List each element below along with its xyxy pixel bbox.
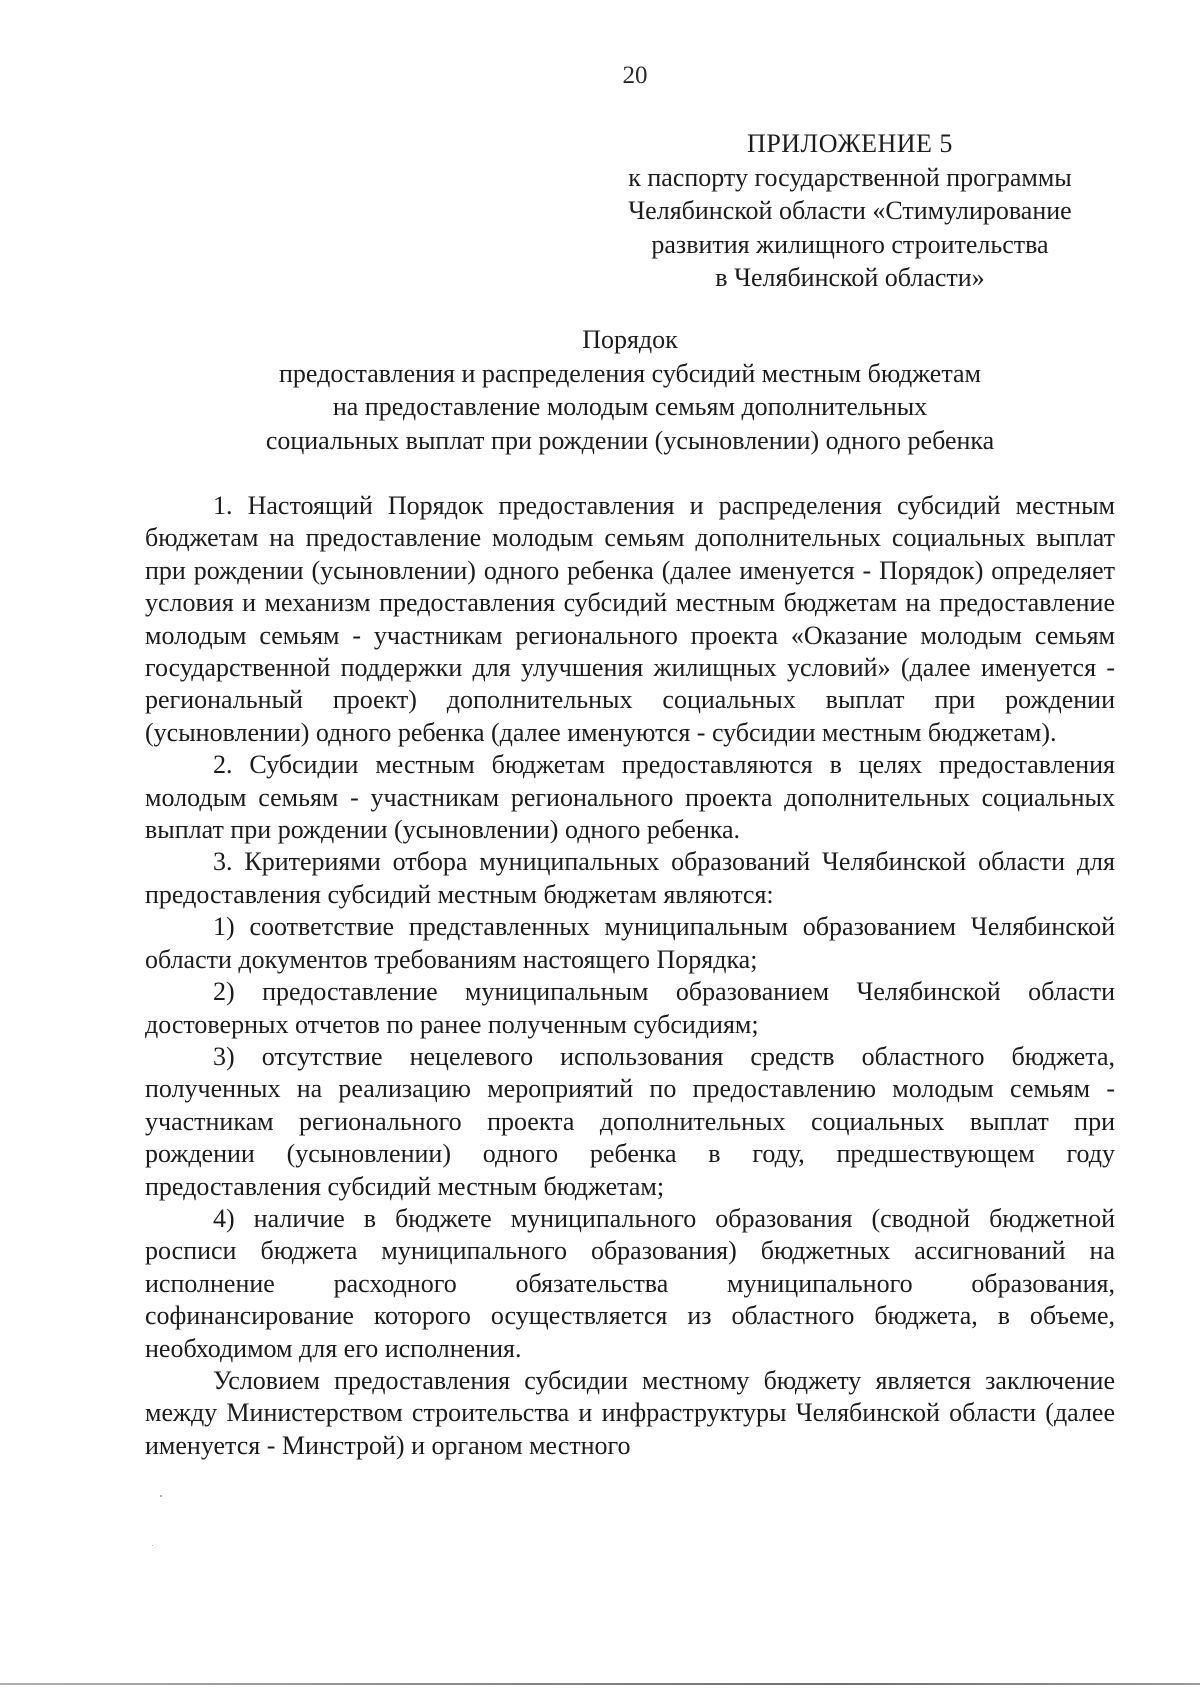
- scan-speck: [152, 1545, 153, 1546]
- document-heading: Порядок: [582, 325, 678, 354]
- condition-paragraph: Условием предоставления субсидии местному бюджету является заключение между Министерством строительства и инфраструктуры Челябинской области (далее именуется - Минстрой) и органом местного: [145, 1365, 1115, 1460]
- document-title-line: на предоставление молодым семьям дополнительных: [332, 392, 928, 421]
- appendix-line: к паспорту государственной программы: [628, 162, 1072, 192]
- criterion-1: 1) соответствие представленных муниципальным образованием Челябинской области документов требованиям настоящего Порядка;: [145, 912, 1115, 974]
- scan-edge-line: [0, 1683, 1200, 1685]
- scan-speck: [160, 1495, 162, 1497]
- document-title: [145, 323, 1115, 457]
- appendix-title: ПРИЛОЖЕНИЕ 5: [747, 129, 953, 158]
- appendix-line: Челябинской области «Стимулирование: [628, 196, 1072, 225]
- appendix-line: развития жилищного строительства: [651, 229, 1049, 259]
- document-body: [145, 490, 1115, 1462]
- paragraph-3: 3. Критериями отбора муниципальных образований Челябинской области для предоставления субсидий местным бюджетам являются:: [145, 847, 1115, 909]
- criterion-2: 2) предоставление муниципальным образованием Челябинской области достоверных отчетов по ранее полученным субсидиям;: [145, 977, 1115, 1039]
- document-title-line: социальных выплат при рождении (усыновлении) одного ребенка: [265, 425, 995, 455]
- page-number: 20: [622, 62, 648, 89]
- document-title-line: предоставления и распределения субсидий местным бюджетам: [278, 358, 982, 388]
- appendix-block: [600, 127, 1100, 295]
- criterion-3: 3) отсутствие нецелевого использования средств областного бюджета, полученных на реализацию мероприятий по предоставлению молодым семьям - участникам регионального проекта дополнительных социальных выплат при рождении (усыновлении) одного ребенка в году, предшествующем году предоставления субсидий местным бюджетам;: [145, 1041, 1115, 1201]
- criterion-4: 4) наличие в бюджете муниципального образования (сводной бюджетной росписи бюджета муниципального образования) бюджетных ассигнований на исполнение расходного обязательства муниципального образования, софинансирование которого осуществляется из областного бюджета, в объеме, необходимом для его исполнения.: [145, 1203, 1115, 1363]
- appendix-line: в Челябинской области»: [715, 263, 985, 292]
- paragraph-2: 2. Субсидии местным бюджетам предоставляются в целях предоставления молодым семьям - участникам регионального проекта дополнительных социальных выплат при рождении (усыновлении) одного ребенка.: [145, 750, 1115, 845]
- paragraph-1: 1. Настоящий Порядок предоставления и распределения субсидий местным бюджетам на предоставление молодым семьям дополнительных социальных выплат при рождении (усыновлении) одного ребенка (далее именуется - Порядок) определяет условия и механизм предоставления субсидий местным бюджетам на предоставление молодым семьям - участникам регионального проекта «Оказание молодым семьям государственной поддержки для улучшения жилищных условий» (далее именуется - региональный проект) дополнительных социальных выплат при рождении (усыновлении) одного ребенка (далее именуются - субсидии местным бюджетам).: [145, 491, 1115, 747]
